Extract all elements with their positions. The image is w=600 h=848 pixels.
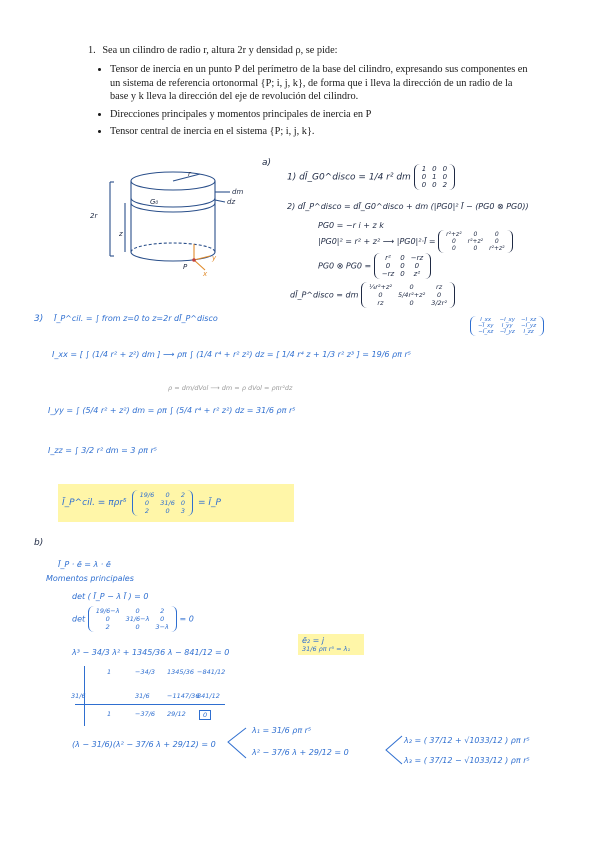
m-cell: 0 (165, 507, 170, 515)
matrix-side (470, 316, 544, 336)
ruffini-cell: 31/6 (135, 692, 150, 700)
problem-item: • Tensor central de inercia en el sistema {P; i, j, k}. (110, 125, 528, 138)
part-b-title: Momentos principales (46, 574, 134, 583)
result-box (58, 484, 294, 522)
m-cell: 0 (180, 499, 185, 507)
m-cell: 2 (160, 607, 165, 615)
m-cell: 0 (135, 623, 140, 631)
part-a-eq6 (290, 282, 455, 308)
part-b-lam1: λ₁ = 31/6 ρπ r⁵ (252, 726, 312, 735)
result-rhs: = Ī_P (198, 498, 221, 508)
m-cell: −I_yz (499, 329, 515, 335)
m-cell: ¼r²+z² (368, 283, 392, 291)
m-cell: r² (385, 254, 391, 262)
ruffini-cell: 1 (107, 668, 112, 676)
ruffini-cell: 1345/36 (167, 668, 195, 676)
fig-label-dz: dz (227, 198, 236, 206)
part3-eq-main: Ī_P^cil. = ∫ from z=0 to z=2r dĪ_P^disco (54, 314, 218, 323)
det2-lhs: det (72, 614, 86, 624)
eigen-box (298, 634, 364, 655)
m-cell: −I_xz (478, 329, 494, 335)
m-cell: r²+z² (446, 231, 462, 238)
fig-label-p: P (183, 263, 188, 271)
ruffini-table (71, 666, 226, 726)
part3-label: 3) (34, 314, 44, 324)
m-cell: 3 (180, 507, 185, 515)
ruffini-cell: 31/6 (71, 692, 86, 700)
m-cell: z² (413, 270, 421, 278)
m-cell: 0 (432, 165, 437, 173)
part-b-label: b) (34, 538, 44, 548)
part-b-fact: (λ − 31/6)(λ² − 37/6 λ + 29/12) = 0 (72, 740, 216, 749)
ruffini-cell: 29/12 (167, 710, 186, 718)
m-cell: 0 (494, 231, 499, 238)
part-b-lam2: λ₂ = ( 37/12 + √1033/12 ) ρπ r⁵ (404, 736, 530, 745)
m-cell: 3−λ (155, 623, 169, 631)
ruffini-cell: 1 (107, 710, 112, 718)
m-cell: I_zz (523, 329, 534, 335)
fig-label-z: z (119, 230, 123, 238)
m-cell: 0 (473, 231, 478, 238)
part3-note: ρ = dm/dVol ⟶ dm = ρ dVol = ρπr²dz (168, 384, 293, 392)
m-cell: 0 (400, 254, 405, 262)
part-a-eq6-text: dĪ_P^disco = dm (290, 290, 359, 300)
m-cell: 31/6−λ (125, 615, 150, 623)
m-cell: 0 (378, 291, 383, 299)
m-cell: 0 (451, 245, 456, 252)
m-cell: 31/6 (160, 499, 175, 507)
eigen-box-line2: 31/6 ρπ r⁵ = λ₁ (302, 645, 351, 653)
part-a-eq4 (318, 230, 513, 253)
part-a-eq2: 2) dĪ_P^disco = dĪ_G0^disco + dm (|PG0|² Ī − (PG0 ⊗ PG0)) (287, 202, 529, 211)
m-cell: rz (436, 283, 443, 291)
problem-item: • Direcciones principales y momentos principales de inercia en P (110, 108, 528, 121)
branch-lines-1 (224, 724, 248, 764)
part3-izz: I_zz = ∫ 3/2 r² dm = 3 ρπ r⁵ (48, 446, 157, 455)
m-cell: 0 (165, 491, 170, 499)
ruffini-cell: 841/12 (197, 692, 220, 700)
part-a-eq1-text: 1) dĪ_G0^disco = 1/4 r² dm (287, 172, 411, 183)
m-cell: 0 (442, 173, 448, 181)
problem-intro-text: Sea un cilindro de radio r, altura 2r y densidad ρ, se pide: (102, 45, 338, 56)
result-lhs: Ī_P^cil. = πρr⁵ (62, 498, 127, 508)
m-cell: 0 (442, 165, 448, 173)
part-b-det1: det ( Ī_P − λ Ī ) = 0 (72, 592, 149, 601)
m-cell: 3/2r² (431, 299, 447, 307)
problem-list (88, 63, 528, 138)
part-b-det2 (72, 606, 194, 632)
part-a-eq5 (318, 253, 431, 279)
matrix-m6 (361, 282, 455, 308)
point-p-marker (192, 258, 196, 262)
m-cell: 0 (400, 262, 405, 270)
fig-label-g0: G₀ (150, 198, 159, 206)
m-cell: 0 (160, 615, 165, 623)
m-cell: 2 (180, 491, 185, 499)
fig-label-dm: dm (232, 188, 244, 196)
fig-label-r: r (188, 170, 191, 178)
m-cell: 2 (144, 507, 150, 515)
part-b-lam3: λ₃ = ( 37/12 − √1033/12 ) ρπ r⁵ (404, 756, 530, 765)
ruffini-cell: −1147/36 (167, 692, 200, 700)
fig-label-y: y (212, 254, 217, 262)
m-cell: 2 (105, 623, 110, 631)
m-cell: rz (377, 299, 384, 307)
part-a-eq5-text: PG0 ⊗ PG0 = (318, 261, 372, 271)
part-b-poly: λ³ − 34/3 λ² + 1345/36 λ − 841/12 = 0 (72, 648, 230, 657)
m-cell: −rz (410, 254, 424, 262)
problem-statement (88, 44, 528, 142)
ruffini-cell: −841/12 (197, 668, 226, 676)
m-cell: 0 (432, 181, 437, 189)
cylinder-figure (80, 160, 270, 285)
m-cell: 0 (451, 238, 456, 245)
m-cell: −I_xz (521, 317, 537, 323)
m-cell: 1 (432, 173, 437, 181)
det2-rhs: = 0 (179, 614, 194, 624)
m-cell: 2 (442, 181, 448, 189)
part-a-label: a) (262, 158, 272, 168)
problem-item: • Tensor de inercia en un punto P del perímetro de la base del cilindro, expresando sus componentes en un sistema de referencia ortonormal {P; i, j, k}, de forma que i lleva la dirección de un radio de la base y k lleva la dirección del eje de revolución del cilindro. (110, 63, 528, 103)
matrix-m1 (414, 164, 455, 190)
m-cell: 0 (135, 607, 140, 615)
m-cell: I_xx (480, 317, 492, 323)
m-cell: 0 (421, 173, 427, 181)
m-cell: 19/6−λ (95, 607, 120, 615)
ruffini-cell: 0 (199, 710, 211, 720)
m-cell: I_yy (501, 323, 513, 329)
part-a-eq4-text: |PG0|² = r² + z² ⟶ |PG0|²·Ī = (318, 237, 436, 246)
part-a-eq1 (287, 164, 455, 190)
m-cell: 0 (144, 499, 150, 507)
m-cell: 5/4r²+z² (397, 291, 426, 299)
m-cell: 0 (421, 181, 427, 189)
m-cell: r²+z² (467, 238, 484, 245)
problem-intro (88, 44, 528, 57)
m-cell: −I_xy (499, 317, 515, 323)
m-cell: −I_yz (521, 323, 537, 329)
m-cell: 0 (414, 262, 420, 270)
m-cell: 0 (385, 262, 391, 270)
part-b-eq1: Ī_P · ē = λ · ē (58, 560, 111, 569)
matrix-result (132, 490, 193, 516)
m-cell: 0 (494, 238, 499, 245)
part-b-quad: λ² − 37/6 λ + 29/12 = 0 (252, 748, 349, 757)
fig-label-2r: 2r (90, 212, 98, 220)
problem-number: 1. (88, 45, 96, 56)
branch-lines-2 (382, 730, 404, 770)
m-cell: 0 (409, 283, 414, 291)
m-cell: −rz (381, 270, 395, 278)
fig-label-x: x (203, 270, 208, 278)
matrix-m5 (374, 253, 431, 279)
ruffini-cell: −34/3 (135, 668, 156, 676)
m-cell: 0 (473, 245, 478, 252)
m-cell: 0 (400, 270, 405, 278)
m-cell: 19/6 (139, 491, 155, 499)
m-cell: 0 (105, 615, 110, 623)
ruffini-cell: −37/6 (135, 710, 156, 718)
m-cell: 0 (409, 299, 414, 307)
m-cell: 0 (436, 291, 442, 299)
m-cell: r²+z² (489, 245, 505, 252)
m-cell: 1 (421, 165, 427, 173)
eigen-box-line1: ē₂ = j (302, 636, 325, 645)
matrix-det2 (88, 606, 177, 632)
matrix-m4 (438, 230, 512, 253)
m-cell: −I_xy (478, 323, 494, 329)
part3-ixx: I_xx = [ ∫ (1/4 r² + z²) dm ] ⟶ ρπ ∫ (1/4 r⁴ + r² z²) dz = [ 1/4 r⁴ z + 1/3 r² z³ ] = 19/6 ρπ r⁵ (52, 350, 411, 359)
part3-iyy: I_yy = ∫ (5/4 r² + z²) dm = ρπ ∫ (5/4 r⁴ + r² z²) dz = 31/6 ρπ r⁵ (48, 406, 296, 415)
part-a-eq3: PG0 = −r i + z k (318, 221, 384, 230)
